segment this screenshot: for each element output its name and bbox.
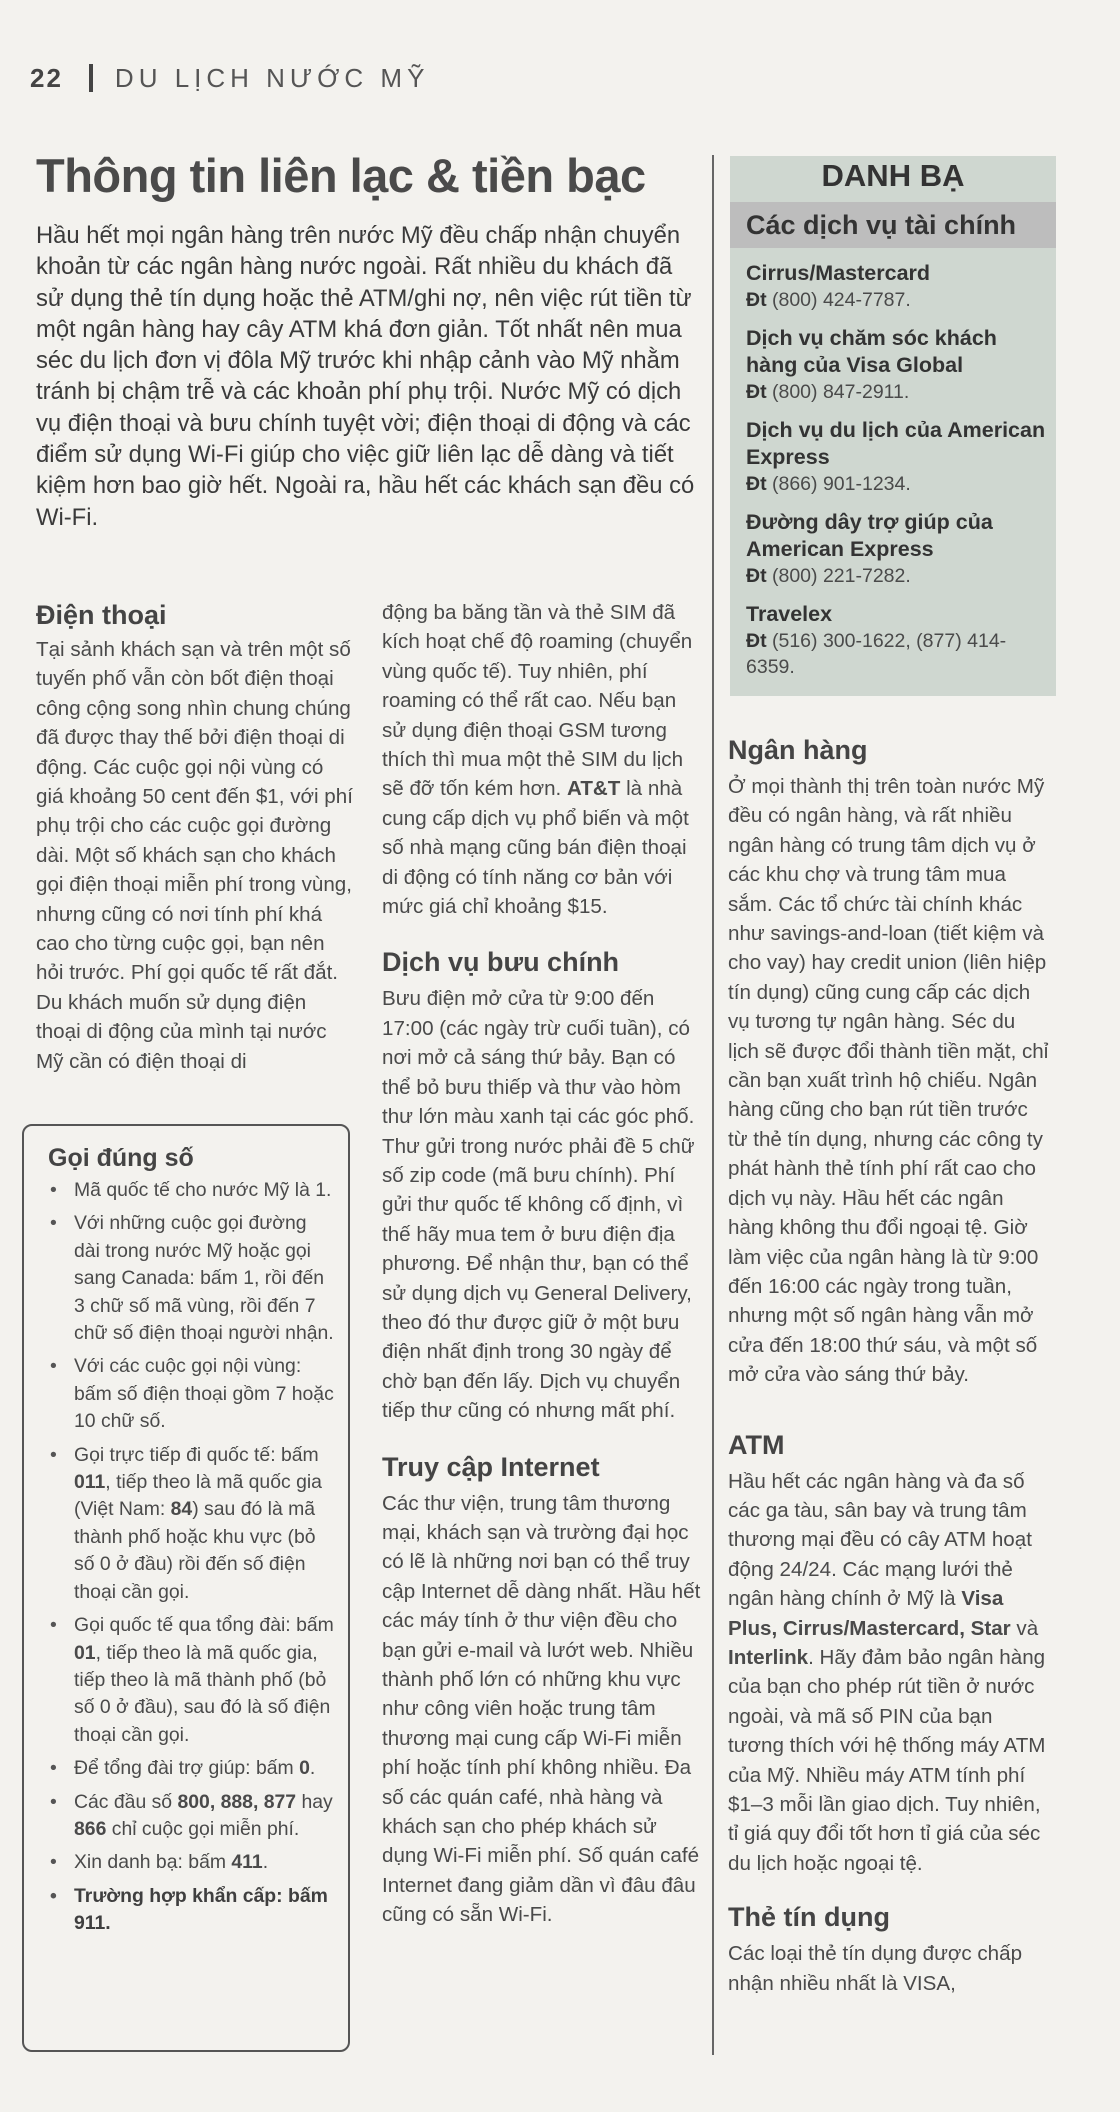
entry-name: Travelex (746, 602, 833, 626)
internet-text: Các thư viện, trung tâm thương mại, khách sạn và trường đại học có lẽ là những nơi bạn có thể truy cập Internet dễ dàng nhất. Hầu hết các máy tính ở thư viện đều cho bạn gửi e-mail và lướt web. Nhiều thành phố lớn có những khu vực như công viên hoặc trung tâm thương mại cung cấp Wi-Fi miễn phí hoặc tính phí không nhiều. Đa số các quán café, nhà hàng và khách sạn cho phép khách sử dụng Wi-Fi miễn phí. Số quán café Internet đang giảm dần vì đâu đâu cũng có sẵn Wi-Fi. (382, 1491, 701, 1927)
directory-entry (746, 417, 1046, 497)
header-divider (89, 64, 93, 92)
column-3 (728, 735, 1050, 1998)
column-1 (36, 600, 354, 1076)
list-item: • Xin danh bạ: bấm 411. (48, 1849, 336, 1876)
bank-section (728, 735, 1050, 1390)
list-item: • Với những cuộc gọi đường dài trong nước Mỹ hoặc gọi sang Canada: bấm 1, rồi đến 3 chữ số mã vùng, rồi đến 7 chữ số điện thoại người nhận. (48, 1210, 336, 1347)
page-title: Thông tin liên lạc & tiền bạc (36, 149, 646, 202)
atm-text: Hầu hết các ngân hàng và đa số các ga tàu, sân bay và trung tâm thương mại đều có cây ATM hoạt động 24/24. Các mạng lưới thẻ ngân hàng chính ở Mỹ là Visa Plus, Cirrus/Mastercard, Star và Interlink. Hãy đảm bảo ngân hàng của bạn cho phép rút tiền ở nước ngoài, và mã số PIN của bạn tương thích với hệ thống máy ATM của Mỹ. Nhiều máy ATM tính phí $1–3 mỗi lần giao dịch. Tuy nhiên, tỉ giá quy đổi tốt hơn tỉ giá của séc du lịch hoặc ngoại tệ. (728, 1469, 1046, 1875)
dialing-tips-heading: Gọi đúng số (48, 1144, 194, 1172)
directory-subtitle: Các dịch vụ tài chính (730, 202, 1056, 248)
column-2 (382, 598, 704, 1930)
list-item: • Các đầu số 800, 888, 877 hay 866 chỉ cuộc gọi miễn phí. (48, 1789, 336, 1844)
entry-phone: Đt (800) 424-7787. (746, 289, 911, 311)
intro-paragraph: Hầu hết mọi ngân hàng trên nước Mỹ đều chấp nhận chuyển khoản từ các ngân hàng nước ngoài. Rất nhiều du khách đã sử dụng thẻ tín dụng hoặc thẻ ATM/ghi nợ, nên việc rút tiền từ một ngân hàng hay cây ATM khá đơn giản. Tốt nhất nên mua séc du lịch đơn vị đôla Mỹ trước khi nhập cảnh vào Mỹ nhằm tránh bị chậm trễ và các khoản phí phụ trội. Nước Mỹ có dịch vụ điện thoại và bưu chính tuyệt vời; điện thoại di động và các điểm sử dụng Wi-Fi giúp cho việc giữ liên lạc dễ dàng và tiết kiệm hơn bao giờ hết. Ngoài ra, hầu hết các khách sạn đều có Wi-Fi. (36, 222, 695, 531)
credit-heading: Thẻ tín dụng (728, 1902, 890, 1933)
directory-list (746, 260, 1046, 692)
entry-phone: Đt (516) 300-1622, (877) 414-6359. (746, 630, 1007, 678)
credit-section (728, 1902, 1050, 1998)
directory-entry (746, 325, 1046, 405)
list-item: • Để tổng đài trợ giúp: bấm 0. (48, 1755, 336, 1782)
list-item: • Gọi quốc tế qua tổng đài: bấm 01, tiếp theo là mã quốc gia, tiếp theo là mã thành phố (bỏ số 0 ở đầu), sau đó là số điện thoại cần gọi. (48, 1612, 336, 1749)
emergency-item: • Trường hợp khẩn cấp: bấm 911. (48, 1883, 336, 1938)
entry-phone: Đt (800) 221-7282. (746, 565, 911, 587)
entry-name: Dịch vụ chăm sóc khách hàng của Visa Global (746, 326, 997, 377)
entry-name: Cirrus/Mastercard (746, 261, 931, 285)
postal-text: Bưu điện mở cửa từ 9:00 đến 17:00 (các ngày trừ cuối tuần), có nơi mở cả sáng thứ bảy. Bạn có thể bỏ bưu thiếp và thư vào hòm thư lớn màu xanh tại các góc phố. Thư gửi trong nước phải đề 5 chữ số zip code (mã bưu chính). Phí gửi thư quốc tế không cố định, vì thế hãy mua tem ở bưu điện địa phương. Để nhận thư, bạn có thể sử dụng dịch vụ General Delivery, theo đó thư được giữ ở một bưu điện nhất định trong 30 ngày để chờ bạn đến lấy. Dịch vụ chuyển tiếp thư cũng có nhưng mất phí. (382, 987, 695, 1423)
column-divider (712, 155, 714, 2055)
entry-name: Đường dây trợ giúp của American Express (746, 510, 993, 561)
directory-entry (746, 260, 1046, 313)
internet-heading: Truy cập Internet (382, 1451, 600, 1482)
page-number: 22 (30, 62, 63, 93)
list-item: • Gọi trực tiếp đi quốc tế: bấm 011, tiếp theo là mã quốc gia (Việt Nam: 84) sau đó là mã thành phố hoặc khu vực (bỏ số 0 ở đầu) rồi đến số điện thoại cần gọi. (48, 1442, 336, 1606)
credit-text: Các loại thẻ tín dụng được chấp nhận nhiều nhất là VISA, (728, 1942, 1023, 1995)
directory-title: DANH BẠ (821, 158, 965, 193)
phone-text-continued: động ba băng tần và thẻ SIM đã kích hoạt chế độ roaming (chuyển vùng quốc tế). Tuy nhiên, phí roaming có thể rất cao. Nếu bạn sử dụng điện thoại GSM tương thích thì mua một thẻ SIM du lịch sẽ đỡ tốn kém hơn. AT&T là nhà cung cấp dịch vụ phổ biến và một số nhà mạng cũng bán điện thoại di động có tính năng cơ bản với mức giá chỉ khoảng $15. (382, 601, 693, 919)
phone-text: Tại sảnh khách sạn và trên một số tuyến phố vẫn còn bốt điện thoại công cộng song nhìn chung chúng đã được thay thế bởi điện thoại di động. Các cuộc gọi nội vùng có giá khoảng 50 cent đến $1, với phí phụ trội cho các cuộc gọi đường dài. Một số khách sạn cho khách gọi điện thoại miễn phí trong vùng, nhưng cũng có nơi tính phí khá cao cho từng cuộc gọi, bạn nên hỏi trước. Phí gọi quốc tế rất đắt. Du khách muốn sử dụng điện thoại di động của mình tại nước Mỹ cần có điện thoại di (36, 638, 353, 1073)
entry-phone: Đt (866) 901-1234. (746, 473, 911, 495)
list-item: • Mã quốc tế cho nước Mỹ là 1. (48, 1177, 336, 1204)
bank-text: Ở mọi thành thị trên toàn nước Mỹ đều có ngân hàng, và rất nhiều ngân hàng có trung tâm dịch vụ ở các khu chợ và trung tâm mua sắm. Các tổ chức tài chính khác như savings-and-loan (tiết kiệm và cho vay) hay credit union (liên hiệp tín dụng) cũng cung cấp các dịch vụ tương tự ngân hàng. Séc du lịch sẽ được đổi thành tiền mặt, chỉ cần bạn xuất trình hộ chiếu. Ngân hàng cũng cho bạn rút tiền trước từ thẻ tín dụng, nhưng các công ty phát hành thẻ tính phí rất cao cho dịch vụ này. Hầu hết các ngân hàng không thu đổi ngoại tệ. Giờ làm việc của ngân hàng là từ 9:00 đến 16:00 các ngày trong tuần, nhưng một số ngân hàng vẫn mở cửa đến 18:00 thứ sáu, và một số mở cửa vào sáng thứ bảy. (728, 775, 1049, 1387)
directory-box (730, 156, 1056, 696)
dialing-tips-list (48, 1177, 336, 1938)
list-item: • Với các cuộc gọi nội vùng: bấm số điện thoại gồm 7 hoặc 10 chữ số. (48, 1353, 336, 1435)
postal-heading: Dịch vụ bưu chính (382, 947, 620, 978)
bank-heading: Ngân hàng (728, 735, 868, 765)
directory-entry (746, 509, 1046, 589)
atm-section (728, 1430, 1050, 1879)
phone-heading: Điện thoại (36, 600, 167, 630)
directory-entry (746, 601, 1046, 680)
running-header (30, 58, 429, 98)
atm-heading: ATM (728, 1429, 785, 1460)
entry-phone: Đt (800) 847-2911. (746, 381, 910, 403)
dialing-tips-box (22, 1124, 350, 2052)
running-title: DU LỊCH NƯỚC MỸ (114, 62, 430, 93)
entry-name: Dịch vụ du lịch của American Express (746, 418, 1046, 469)
